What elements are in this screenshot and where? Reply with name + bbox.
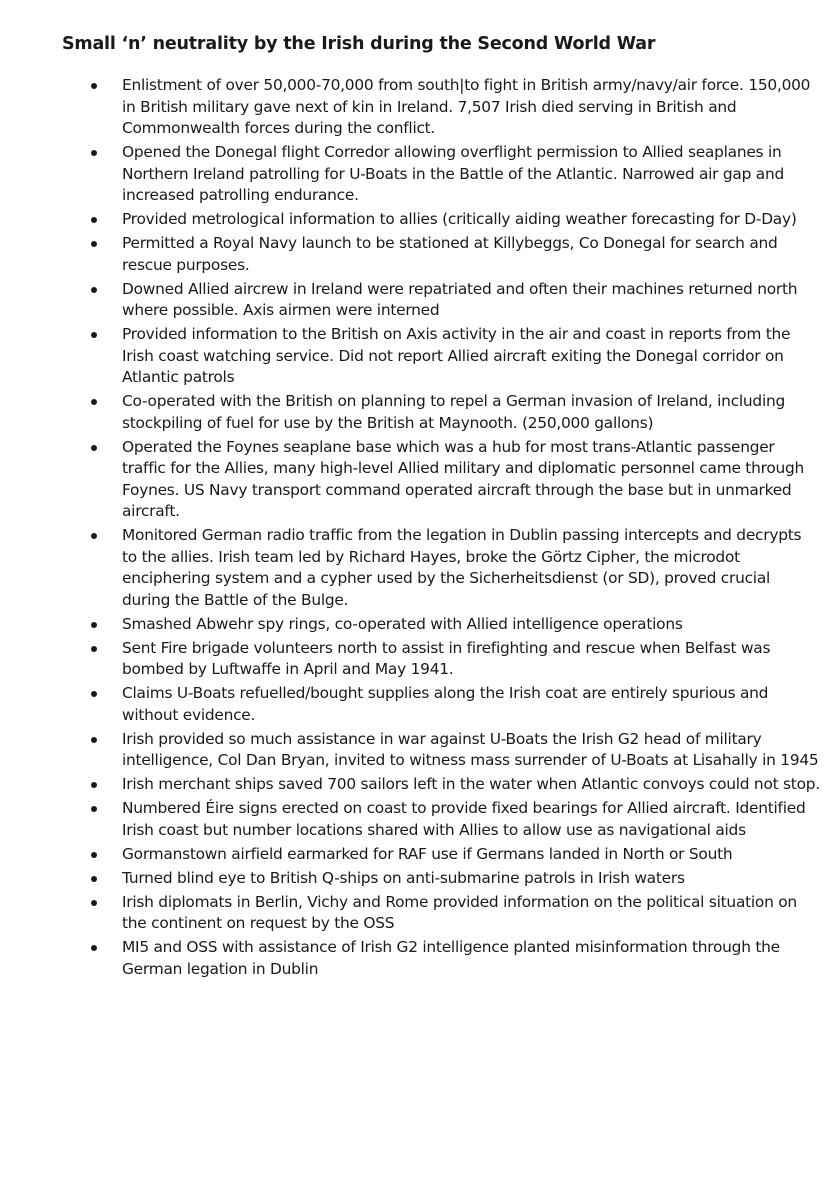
bullet-icon bbox=[91, 876, 97, 882]
list-item-text: MI5 and OSS with assistance of Irish G2 intelligence planted misinformation through the German legation in Dublin bbox=[122, 938, 780, 978]
list-item bbox=[0, 233, 828, 276]
list-item-text: Irish provided so much assistance in war against U-Boats the Irish G2 head of military intelligence, Col Dan Bryan, invited to witness mass surrender of U-Boats at Lisahally in 1945 bbox=[122, 729, 819, 769]
list-item bbox=[0, 774, 828, 796]
bullet-icon bbox=[91, 399, 97, 405]
bullet-icon bbox=[91, 83, 97, 89]
list-item-text: Sent Fire brigade volunteers north to assist in firefighting and rescue when Belfast was bombed by Luftwaffe in April and May 1941. bbox=[122, 638, 771, 678]
bullet-icon bbox=[91, 945, 97, 951]
list-item bbox=[0, 729, 828, 772]
bullet-icon bbox=[91, 241, 97, 247]
bullet-list bbox=[0, 75, 828, 983]
list-item bbox=[0, 75, 828, 140]
list-item-text: Irish diplomats in Berlin, Vichy and Rome provided information on the political situation on the continent on request by the OSS bbox=[122, 892, 797, 932]
list-item bbox=[0, 209, 828, 231]
list-item bbox=[0, 142, 828, 207]
list-item bbox=[0, 638, 828, 681]
bullet-icon bbox=[91, 217, 97, 223]
bullet-icon bbox=[91, 287, 97, 293]
list-item bbox=[0, 391, 828, 434]
bullet-icon bbox=[91, 150, 97, 156]
list-item-text: Turned blind eye to British Q-ships on anti-submarine patrols in Irish waters bbox=[122, 868, 685, 887]
list-item-text: Numbered Éire signs erected on coast to provide fixed bearings for Allied aircraft. Identified Irish coast but number locations shared with Allies to allow use as navigational aids bbox=[122, 799, 806, 839]
list-item bbox=[0, 683, 828, 726]
bullet-icon bbox=[91, 782, 97, 788]
bullet-icon bbox=[91, 691, 97, 697]
list-item-text: Monitored German radio traffic from the legation in Dublin passing intercepts and decrypts to the allies. Irish team led by Richard Hayes, broke the Görtz Cipher, the microdot enciphering system and a cypher used by the Sicherheitsdienst (or SD), proved crucial during the Battle of the Bulge. bbox=[122, 526, 802, 609]
list-item-text: Irish merchant ships saved 700 sailors left in the water when Atlantic convoys could not stop. bbox=[122, 775, 820, 793]
list-item-text: Operated the Foynes seaplane base which was a hub for most trans-Atlantic passenger traffic for the Allies, many high-level Allied military and diplomatic personnel came through Foynes. US Navy transport command operated aircraft through the base but in unmarked aircraft. bbox=[122, 437, 805, 520]
list-item bbox=[0, 525, 828, 611]
list-item-text: Claims U-Boats refuelled/bought supplies along the Irish coat are entirely spurious and without evidence. bbox=[122, 684, 769, 724]
list-item-text: Opened the Donegal flight Corredor allowing overflight permission to Allied seaplanes in Northern Ireland patrolling for U-Boats in the Battle of the Atlantic. Narrowed air gap and increased patrolling endurance. bbox=[122, 143, 784, 204]
list-item-text: Gormanstown airfield earmarked for RAF use if Germans landed in North or South bbox=[122, 844, 733, 863]
list-item bbox=[0, 279, 828, 322]
bullet-icon bbox=[91, 533, 97, 539]
bullet-icon bbox=[91, 622, 97, 628]
bullet-icon bbox=[91, 900, 97, 906]
document-title: Small ‘n’ neutrality by the Irish during the Second World War bbox=[62, 34, 656, 54]
list-item bbox=[0, 437, 828, 523]
list-item-text: Smashed Abwehr spy rings, co-operated with Allied intelligence operations bbox=[122, 614, 683, 633]
bullet-icon bbox=[91, 806, 97, 812]
list-item-text: Downed Allied aircrew in Ireland were repatriated and often their machines returned north where possible. Axis airmen were interned bbox=[122, 279, 798, 319]
list-item-text: Enlistment of over 50,000-70,000 from south|to fight in British army/navy/air force. 150,000 in British military gave next of kin in Ireland. 7,507 Irish died serving in British and Commonwealth forces during the conflict. bbox=[122, 76, 811, 137]
list-item bbox=[0, 614, 828, 636]
list-item-text: Co-operated with the British on planning to repel a German invasion of Ireland, including stockpiling of fuel for use by the British at Maynooth. (250,000 gallons) bbox=[122, 392, 786, 432]
bullet-icon bbox=[91, 332, 97, 338]
list-item-text: Provided information to the British on Axis activity in the air and coast in reports from the Irish coast watching service. Did not report Allied aircraft exiting the Donegal corridor on Atlantic patrols bbox=[122, 325, 791, 386]
bullet-icon bbox=[91, 737, 97, 743]
list-item bbox=[0, 937, 828, 980]
bullet-icon bbox=[91, 646, 97, 652]
list-item bbox=[0, 868, 828, 890]
bullet-icon bbox=[91, 852, 97, 858]
bullet-icon bbox=[91, 445, 97, 451]
list-item bbox=[0, 324, 828, 389]
list-item bbox=[0, 798, 828, 841]
list-item bbox=[0, 892, 828, 935]
list-item-text: Permitted a Royal Navy launch to be stationed at Killybeggs, Co Donegal for search and rescue purposes. bbox=[122, 234, 778, 274]
list-item-text: Provided metrological information to allies (critically aiding weather forecasting for D-Day) bbox=[122, 210, 797, 228]
list-item bbox=[0, 844, 828, 866]
